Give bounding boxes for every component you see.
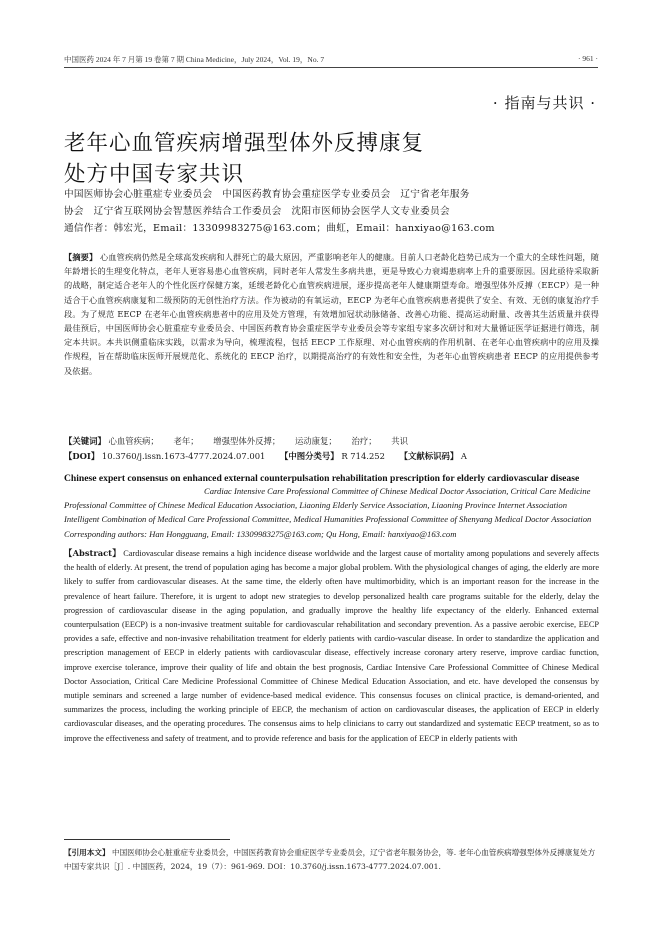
page-number: · 961 ·: [578, 54, 598, 63]
footnote-rule: [64, 839, 230, 840]
english-abstract: [64, 546, 599, 746]
keywords-line: [64, 434, 599, 449]
keyword: 心血管疾病；: [108, 436, 159, 446]
authors-line-2: 协会 辽宁省互联网协会智慧医养结合工作委员会 沈阳市医师协会医学人文专业委员会: [64, 206, 450, 217]
author-block: [64, 186, 604, 237]
keyword: 增强型体外反搏；: [213, 436, 281, 446]
citation-label: 【引用本文】: [64, 848, 110, 857]
abstract-text: 心血管疾病仍然是全球高发疾病和人群死亡的最大原因，严重影响老年人的健康。目前人口老龄化趋势已成为一个重大的全球性问题，随年龄增长的生理变化特点，老年人更容易患心血管疾病，同时老年人常发生多病共患，更是导致心力衰竭患病率上升的重要原因。因此亟待采取新的战略，制定适合老年人的个性化医疗保健方案，延缓老龄化心血管疾病进展，逐步提高老年人健康期望寿命。增强型体外反搏（EECP）是一种适合于心血管疾病康复和二级预防的无创性治疗方法。作为被动的有氧运动，EECP 为老年心血管疾病患者提供了安全、有效、无创的康复治疗手段。为了规范 EECP 在老年心血管疾病患者中的应用及处方管理，有效增加冠状动脉储备、改善心功能、提高运动耐量、改善其生活质量并获得最佳预后，中国医师协会心脏重症专业委员会、中国医药教育协会重症医学专业委员会等专家组专家多次研讨和对大量循证医学证据进行筛选，制定本共识。本共识侧重临床实践，以需求为导向，梳理流程，包括 EECP 工作原理、对心血管疾病的作用机制、在老年心血管疾病中的应用及操作规程，旨在帮助临床医师开展规范化、系统化的 EECP 治疗，以期提高治疗的有效性和安全性，为老年心血管疾病患者 EECP 的应用提供参考及依据。: [64, 252, 599, 376]
keywords-block: [64, 434, 599, 463]
classification-value: R 714.252: [341, 450, 385, 461]
document-code-label: 【文献标识码】: [399, 450, 459, 461]
english-orgs: Cardiac Intensive Care Professional Committee of Chinese Medical Doctor Association, Critical Care Medicine Professional Committee of Chinese Medical Education Association, Liaoning Elderly Service Association, Liaoning Province Internet Association Intelligent Combination of Medical Care Professional Committee, Medical Humanities Professional Committee of Shenyang Medical Doctor Association: [64, 486, 592, 525]
authors-line-1: 中国医师协会心脏重症专业委员会 中国医药教育协会重症医学专业委员会 辽宁省老年服务: [64, 189, 470, 200]
keywords-label: 【关键词】: [64, 436, 106, 446]
running-header: [64, 54, 598, 68]
english-abstract-text: Cardiovascular disease remains a high incidence disease worldwide and the largest cause of mortality among populations and severely affects the health of elderly. At present, the trend of population aging has become a major global problem. With the physiological changes of aging, the elderly are more likely to suffer from cardiovascular diseases. At the same time, the elderly often have multimorbidity, which is an important reason for the increase in the prevalence of heart failure. Therefore, it is urgent to adopt new strategies to develop personalized health care programs suitable for the elderly, delay the progression of cardiovascular disease in the aging population, and gradually improve the healthy life expectancy of the elderly. Enhanced external counterpulsation (EECP) is a non-invasive treatment suitable for cardiovascular rehabilitation and secondary prevention. As a passive aerobic exercise, EECP provides a safe, effective and non-invasive rehabilitation treatment for elderly patients with cardio-vascular disease. In order to standardize the application and prescription management of EECP in elderly patients with cardiovascular disease, effectively increase coronary artery reserve, improve cardiac function, improve exercise tolerance, improve their quality of life and obtain the best prognosis, Cardiac Intensive Care Professional Committee of Chinese Medical Doctor Association, Critical Care Medicine Professional Committee of Chinese Medical Education Association, and etc. have developed the consensus by mutiple seminars and screened a large number of evidence-based medical evidence. This consensus focuses on clinical practice, is demand-oriented, and summarizes the process, including the working principle of EECP, the mechanism of action on cardiovascular diseases, the application of EECP in elderly cardiovascular diseases, and the operating procedures. The consensus aims to help clinicians to carry out standardized and systematic EECP treatment, so as to improve the effectiveness and safety of treatment, and to provide reference and basis for the application of EECP in elderly patients with: [64, 549, 600, 743]
citation-text: 中国医师协会心脏重症专业委员会，中国医药教育协会重症医学专业委员会，辽宁省老年服务协会，等. 老年心血管疾病增强型体外反搏康复处方中国专家共识［J］. 中国医药，2024，19（7）：961-969. DOI：10.3760/j.issn.1673-4777.2024.07.001.: [64, 848, 596, 871]
journal-info: 中国医药 2024 年 7 月第 19 卷第 7 期 China Medicine，July 2024，Vol. 19，No. 7: [64, 55, 325, 64]
doi-line: [64, 449, 599, 464]
corresponding-authors: 通信作者：韩宏光，Email：13309983275@163.com；曲虹，Email：hanxiyao@163.com: [64, 223, 495, 234]
chinese-abstract: [64, 250, 599, 378]
title-line-2: 处方中国专家共识: [64, 162, 245, 188]
header-rule: [64, 67, 598, 68]
english-abstract-label: 【Abstract】: [64, 548, 121, 558]
document-code-value: A: [460, 450, 467, 461]
article-title: [64, 128, 604, 190]
english-affiliations: [64, 484, 599, 541]
keyword: 治疗；: [351, 436, 377, 446]
keyword: 运动康复；: [294, 436, 337, 446]
doi-value: 10.3760/j.issn.1673-4777.2024.07.001: [101, 450, 266, 461]
classification-label: 【中图分类号】: [280, 450, 339, 461]
keyword: 共识: [391, 436, 409, 446]
english-title: Chinese expert consensus on enhanced external counterpulsation rehabilitation prescription for elderly cardiovascular disease: [64, 473, 580, 484]
doi-label: 【DOI】: [64, 450, 100, 461]
english-corresponding: Corresponding authors: Han Hongguang, Email: 13309983275@163.com; Qu Hong, Email: hanxiyao@163.com: [64, 528, 457, 539]
abstract-label: 【摘要】: [64, 252, 98, 262]
title-line-1: 老年心血管疾病增强型体外反搏康复: [64, 131, 425, 157]
citation-block: [64, 846, 599, 874]
keyword: 老年；: [173, 436, 199, 446]
section-label: · 指南与共识 ·: [492, 94, 596, 112]
